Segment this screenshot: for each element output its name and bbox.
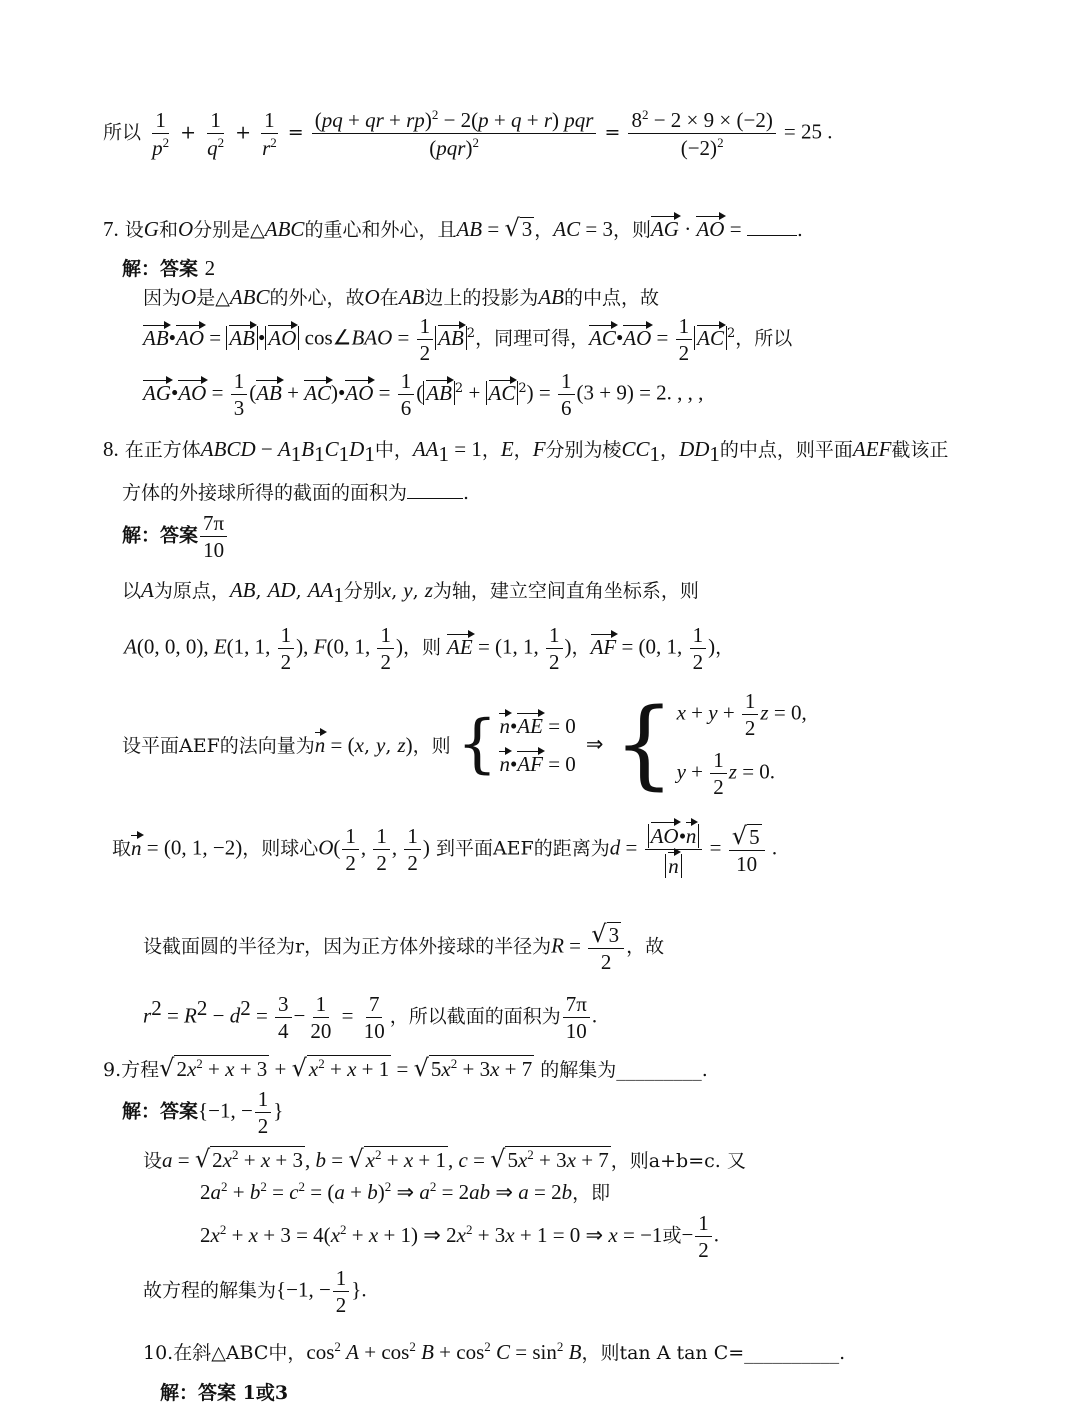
answer-label-7: 解：答案 (122, 258, 199, 280)
q7-eq1: AB•AO = AB • AO cos∠BAO = $\frac{1}{2}$ AB $^2$，同理可得，AC•AO = $\frac{1}{2}$ AC $^2$，所以 (143, 314, 793, 366)
text-ze-2: ，则 (412, 735, 451, 758)
text-qu: 取 (112, 837, 132, 860)
q8-radius: 设截面圆的半径为r，因为正方体外接球的半径为R = √ 3 2 ，故 (143, 920, 665, 975)
frac-1-r2: $\frac{1}{r^2}$ (262, 107, 277, 160)
text-gu: ，故 (626, 935, 665, 958)
text-gujieji: 故方程的解集为 (143, 1279, 277, 1302)
text-fangcheng: 9.方程 (103, 1059, 160, 1081)
answer-7-heading (122, 258, 215, 279)
q8-coords: 以A为原点，AB, AD, $AA_1$分别x, y, z为轴，建立空间直角坐标系，则 (122, 578, 699, 607)
text-jieji: 的解集为_________. (540, 1059, 708, 1081)
text-ze-1: ，则 (402, 636, 441, 659)
frac-expression: $\frac{(pq + qr + rp)^2 - 2(p + q + r) pqr}{(pqr)^2}$ (312, 108, 597, 159)
question-8: 8. 在正方体ABCD − $A_1B_1C_1D_1$中，$AA_1 = 1$，E，F分别为棱$CC_1$，$DD_1$的中点，则平面AEF截该正 (103, 437, 949, 466)
text-she: 设 (143, 1150, 163, 1172)
text-abc: ，则a+b=c. 又 (610, 1150, 746, 1172)
answer-8-heading (122, 512, 229, 561)
answer-10-heading (160, 1384, 288, 1403)
q9-step1: $2a^2 + b^2 = c^2 = (a + b)^2$ ⇒ $a^2 = 2ab$ ⇒ a = 2b，即 (200, 1179, 611, 1204)
answer-label-9: 解：答案 (122, 1100, 199, 1123)
text-radius: 设截面圆的半径为r，因为正方体外接球的半径为 (143, 935, 552, 958)
frac-1-p2: $\frac{1}{p^2}$ (152, 107, 170, 160)
text-q10: 10.在斜△ABC中， (143, 1342, 307, 1364)
question-8-cont: 方体的外接球所得的截面的面积为 . (122, 482, 470, 504)
q8-distance: 取n = (0, 1, −2)，则球心O( $\frac{1}{2}$ , $\frac{1}{2}$ , $\frac{1}{2}$ ) 到平面AEF的距离为d = $\frac{AO•n}{n}$ = √ 5 10 . (112, 822, 778, 879)
question-7: 7. 设G和O分别是△ABC的重心和外心，且AB = √ 3 ，AC = 3，则AG · AO = . (103, 214, 803, 242)
q7-reason: 因为O是△ABC的外心，故O在AB边上的投影为AB的中点，故 (143, 285, 660, 309)
text-tongli: 同理可得， (494, 327, 590, 350)
answer-9-heading: 解：答案{−1, − $\frac{1}{2}$ } (122, 1087, 284, 1139)
answer-value-8: $\frac{7\pi}{10}$ (200, 512, 227, 561)
text-qiuxin: ，则球心 (242, 837, 319, 860)
question-9: 9.方程 √ $2x^2 + x + 3$ + √ $x^2 + x + 1$ = √ $5x^2 + 3x + 7$ 的解集为_________. (103, 1054, 708, 1082)
text-suoyi: 所以 (103, 121, 142, 144)
text-area: ，所以截面的面积为 (389, 1005, 561, 1028)
answer-value-7: 2 (204, 256, 216, 280)
q9-step2: $2x^2 + x + 3 = 4(x^2 + x + 1)$ ⇒ $2x^2 + 3x + 1 = 0$ ⇒ x = −1或− $\frac{1}{2}$ . (200, 1211, 720, 1263)
text-normal: 设平面AEF的法向量为 (122, 735, 315, 758)
text-tan: ，则tan A tan C=__________. (581, 1342, 846, 1364)
q8-normal: 设平面AEF的法向量为n = (x, y, z)，则 { n•AE = 0 n•AF = 0 ⇒ { x + y + $\frac{1}{2}$ z = 0, y + $\frac{1}{2}$ z = 0. (122, 688, 807, 801)
answer-label-8: 解：答案 (122, 524, 199, 547)
line-sum-result: 所以 $\frac{1}{p^2}$ + $\frac{1}{q^2}$ + $\frac{1}{r^2}$ = $\frac{(pq + qr + rp)^2 - 2(p + q + r) pqr}{(pqr)^2}$ = $\frac{8^2 - 2 \times 9 \times (-2)}{(-2)^2}$ = 25 . (103, 107, 833, 161)
q8-points: A(0, 0, 0), E(1, 1, $\frac{1}{2}$ ), F(0, 1, $\frac{1}{2}$ )，则 AE = (1, 1, $\frac{1}{2}$ )，AF = (0, 1, $\frac{1}{2}$ )， (124, 623, 735, 675)
text-ji: ，即 (572, 1182, 611, 1204)
q7-eq2: AG•AO = $\frac{1}{3}$ (AB + AC)•AO = $\frac{1}{6}$ ( AB $^2$ + AC $^2$) = $\frac{1}{6}$ (3 + 9) = 2. , , , (143, 369, 704, 421)
answer-label-10: 解：答案 1或3 (160, 1382, 289, 1404)
question-10: 10.在斜△ABC中，$\cos^2 A + \cos^2 B + \cos^2 C = \sin^2 B$，则tan A tan C=__________. (143, 1339, 846, 1364)
q9-conclusion: 故方程的解集为{−1, − $\frac{1}{2}$ }. (143, 1266, 367, 1318)
q9-sub: 设a = √ $2x^2 + x + 3$ , b = √ $x^2 + x + 1$ , c = √ $5x^2 + 3x + 7$ ，则a+b=c. 又 (143, 1145, 746, 1173)
text-suoyi-2: 所以 (754, 327, 793, 350)
text-juli: 到平面AEF的距离为 (435, 837, 610, 860)
frac-numeric: $\frac{8^2 - 2 \times 9 \times (-2)}{(-2)^2}$ (628, 108, 775, 159)
q8-area: $r^2 = R^2 - d^2$ = $\frac{3}{4}$ − $\frac{1}{20}$ = $\frac{7}{10}$ ，所以截面的面积为 $\frac{7\pi}{10}$ . (143, 992, 598, 1044)
frac-1-q2: $\frac{1}{q^2}$ (207, 107, 225, 160)
